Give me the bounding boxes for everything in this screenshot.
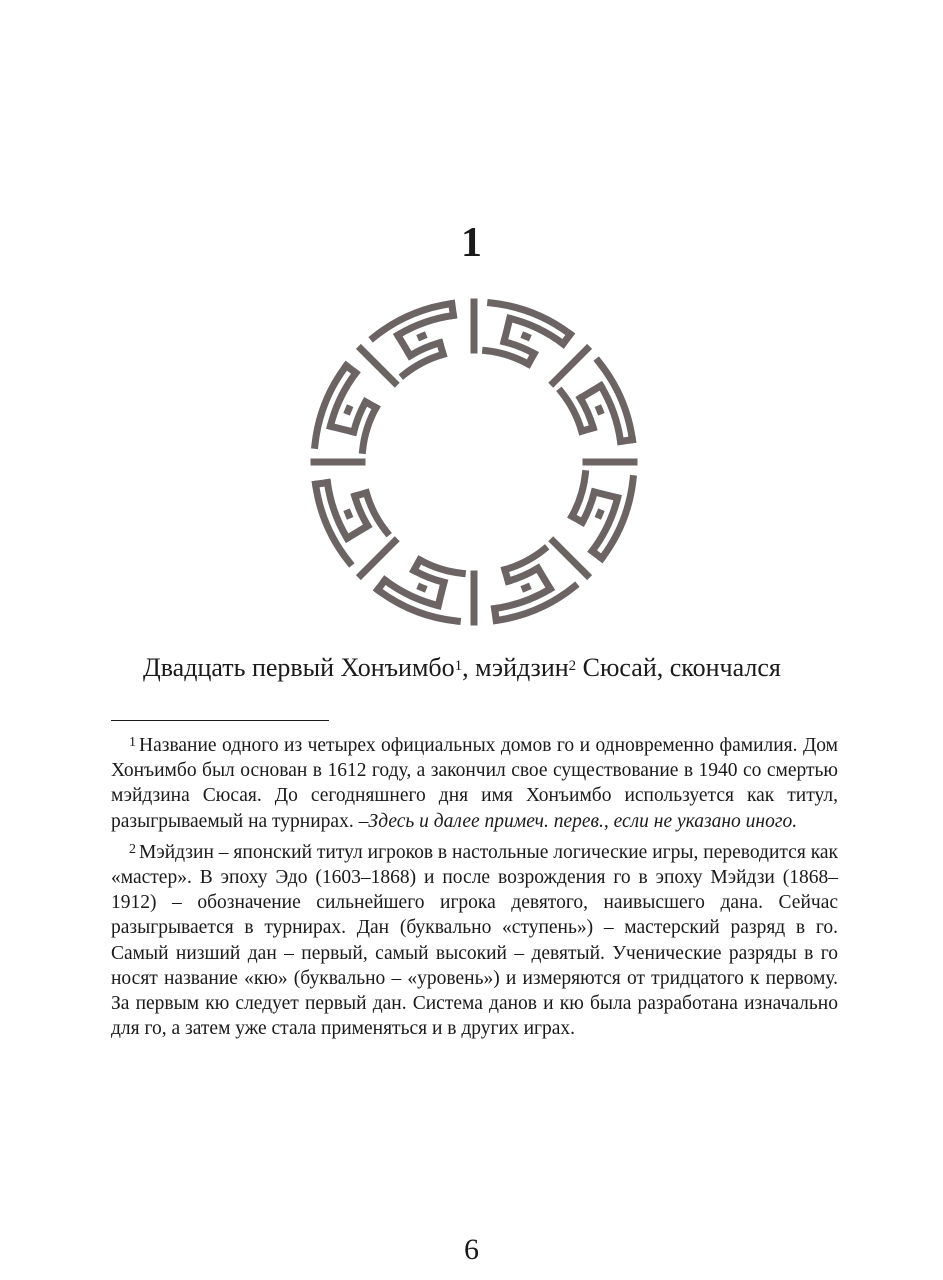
meander-ring: [314, 302, 634, 622]
chapter-number: 1: [461, 220, 482, 266]
footnote-text: Название одного из четырех официальных домов го и одновременно фамилия. Дом Хонъимбо был основан в 1612 году, а закончил свое существование в 1940 со смертью мэйдзина Сюсая. До сегодняшнего дня имя Хонъимбо используется как титул, разыгрываемый на турнирах. –: [111, 735, 838, 832]
meander-segment: [316, 483, 395, 576]
footnote-2: [111, 840, 838, 1042]
meander-segment: [553, 349, 632, 442]
meander-segment: [474, 302, 570, 364]
meander-segment: [361, 304, 454, 383]
footnote-divider: [111, 720, 329, 721]
opening-line: [143, 650, 843, 686]
meander-ring-icon: [309, 297, 639, 627]
page-number: 6: [464, 1233, 479, 1266]
footnote-text: Мэйдзин – японский титул игроков в настольные логические игры, переводится как «мастер». В эпоху Эдо (1603–1868) и после возрождения го в эпоху Мэйдзи (1868–1912) – обозначение сильнейшего игрока девятого, наивысшего дана. Сейчас разыгрывается в турнирах. Дан (буквально «ступень») – мастерский разряд в го. Самый низший дан – первый, самый высокий – девятый. Ученические разряды в го носят название «кю» (буквально – «уровень») и измеряются от тридцатого к первому. За первым кю следует первый дан. Система данов и кю была разработана изначально для го, а затем уже стала применяться и в других играх.: [111, 841, 838, 1040]
opening-text-c: Сюсай, скончался: [576, 653, 781, 682]
footnote-1: [111, 733, 838, 834]
footnotes: [111, 733, 838, 1047]
footnote-ref-2[interactable]: 2: [568, 658, 577, 674]
footnote-italic: Здесь и далее примеч. перев., если не указано иного.: [368, 810, 798, 832]
meander-segment: [378, 560, 474, 622]
footnote-number: 2: [129, 841, 136, 857]
meander-segment: [572, 462, 634, 558]
footnote-ref-1[interactable]: 1: [454, 658, 463, 674]
meander-segment: [495, 541, 588, 620]
meander-segment: [314, 366, 376, 462]
opening-text-b: , мэйдзин: [462, 653, 569, 682]
opening-text-a: Двадцать первый Хонъимбо: [143, 653, 455, 682]
footnote-number: 1: [129, 735, 136, 750]
